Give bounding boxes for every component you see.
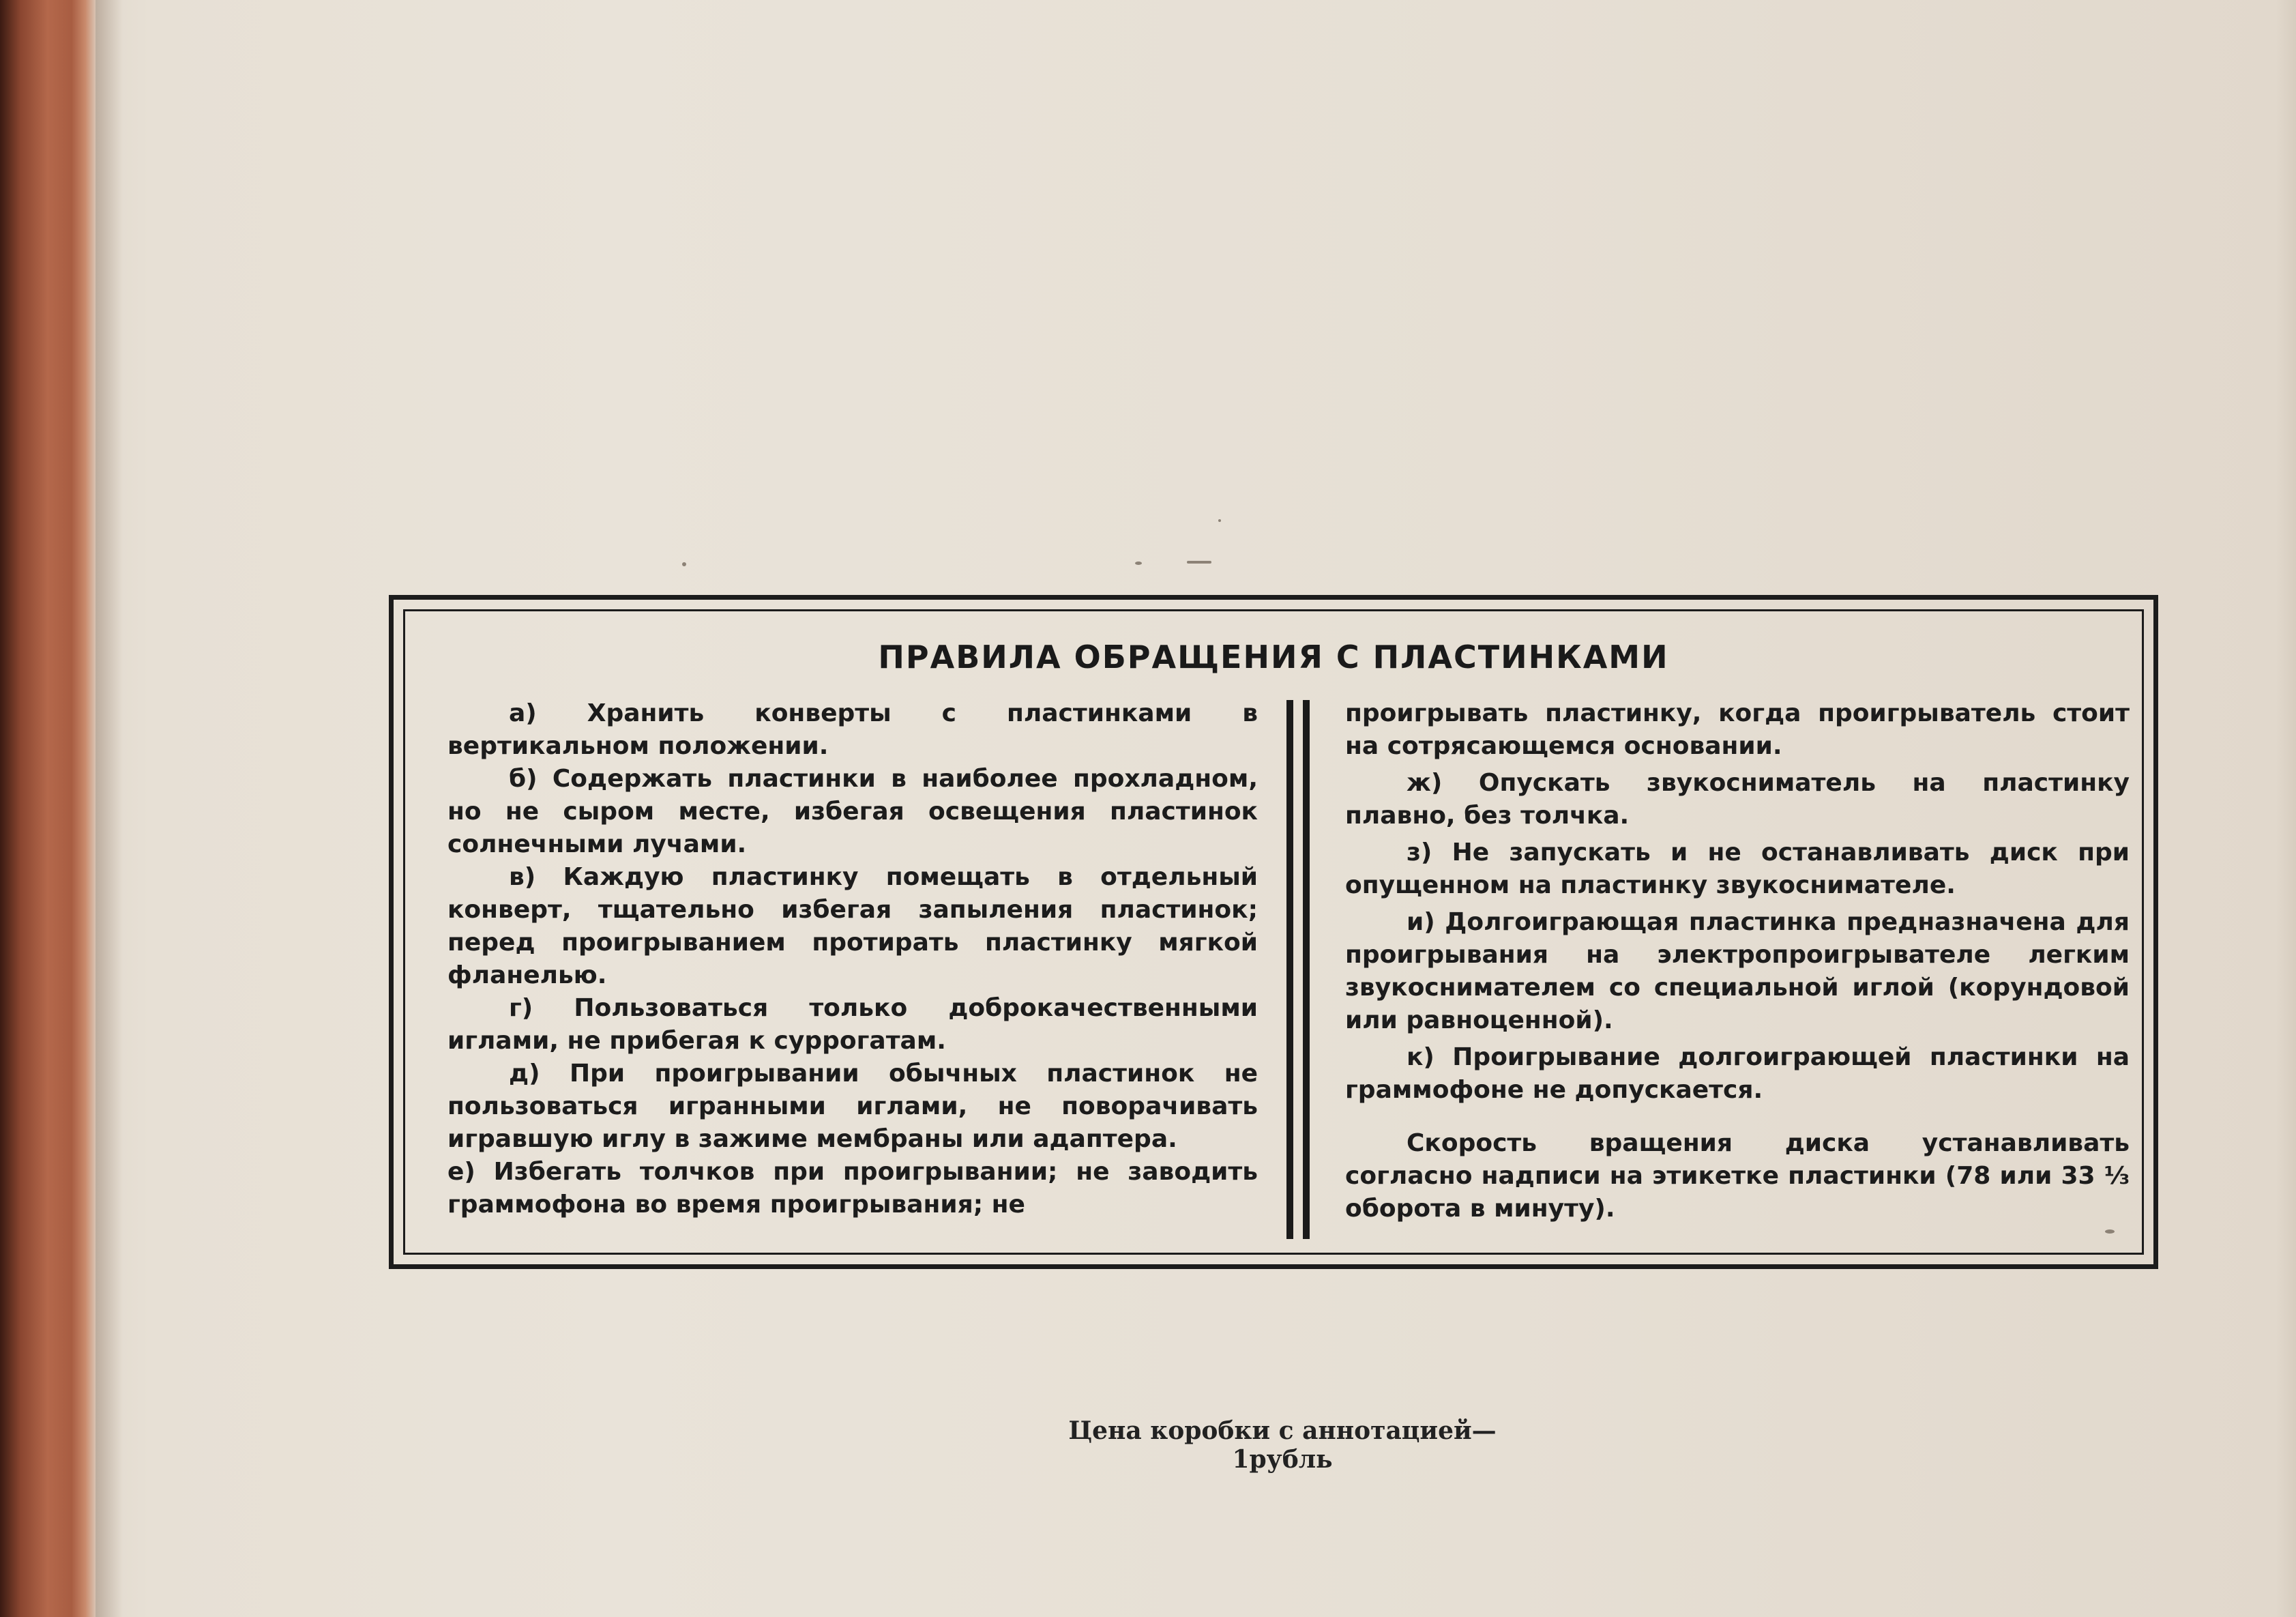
rule-a: а) Хранить конверты с пластинками в вертикальном положении.	[447, 699, 1258, 760]
rule-e: е) Избегать толчков при проигрывании; не заводить граммофона во время проигрывания; не	[447, 1158, 1258, 1219]
rule-b: б) Содержать пластинки в наиболее прохладном, но не сыром месте, избегая освещения пластинок солнечными лучами.	[447, 765, 1258, 858]
rule-i: и) Долгоиграющая пластинка предназначена для проигрывания на электропроигрывателе легким звукоснимателем со специальной иглой (корундовой или равноценной).	[1345, 908, 2130, 1034]
rule-e-continued: проигрывать пластинку, когда проигрыватель стоит на сотрясающемся основании.	[1345, 699, 2130, 760]
speed-note: Скорость вращения диска устанавливать согласно надписи на этикетке пластинки (78 или 33 ⅓ оборота в минуту).	[1345, 1129, 2130, 1223]
book-spine	[0, 0, 95, 1617]
rule-zh: ж) Опускать звукосниматель на пластинку плавно, без толчка.	[1345, 769, 2130, 830]
rule-k: к) Проигрывание долгоиграющей пластинки на граммофоне не допускается.	[1345, 1043, 2130, 1104]
price-line: Цена коробки с аннотацией—1рубль	[1068, 1416, 1497, 1474]
spine-shadow	[95, 0, 123, 1617]
paper-speck	[1187, 561, 1211, 564]
page-edge	[2276, 0, 2296, 1617]
rule-z: з) Не запускать и не останавливать диск при опущенном на пластинку звукоснимателе.	[1345, 839, 2130, 899]
column-divider	[1286, 700, 1314, 1239]
rule-g: г) Пользоваться только доброкачественными иглами, не прибегая к суррогатам.	[447, 994, 1258, 1055]
rule-v: в) Каждую пластинку помещать в отдельный конверт, тщательно избегая запыления пластинок; перед проигрыванием протирать пластинку мягкой фланелью.	[447, 863, 1258, 989]
paper-speck	[1218, 519, 1221, 522]
rules-title: ПРАВИЛА ОБРАЩЕНИЯ С ПЛАСТИНКАМИ	[878, 639, 1669, 675]
rules-left-column	[447, 697, 1258, 1221]
rules-box	[389, 595, 2158, 1269]
paper-speck	[1135, 562, 1142, 565]
rules-inner-frame	[403, 609, 2144, 1255]
paper-speck	[682, 562, 686, 566]
rules-right-column	[1345, 697, 2130, 1225]
rule-d: д) При проигрывании обычных пластинок не пользоваться игранными иглами, не поворачивать игравшую иглу в зажиме мембраны или адаптера.	[447, 1060, 1258, 1153]
